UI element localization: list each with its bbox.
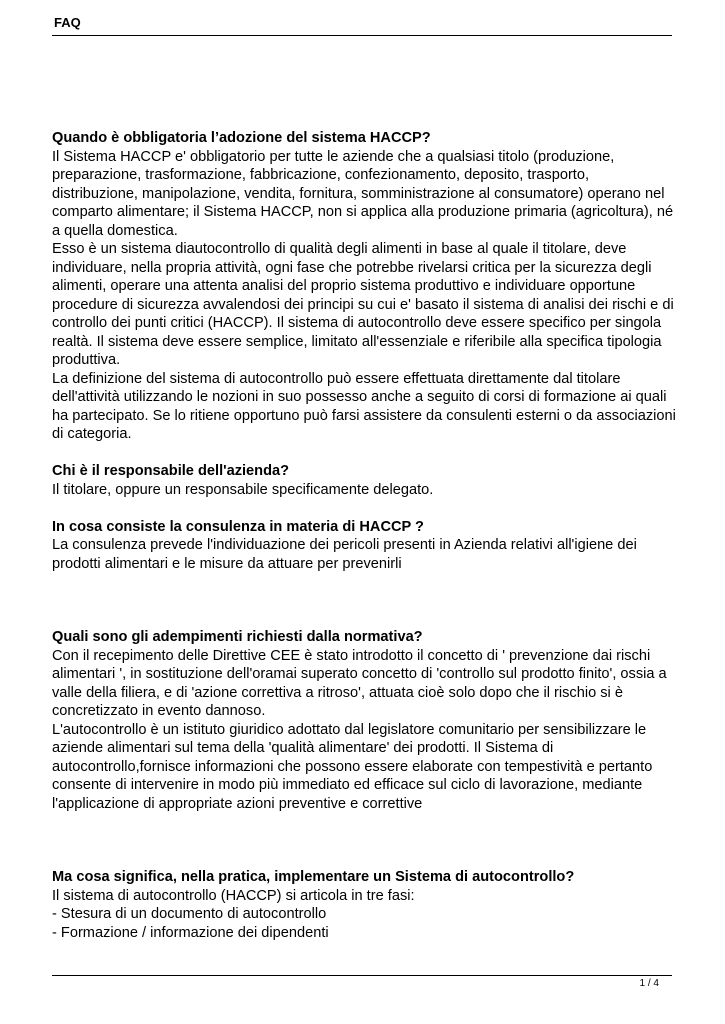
spacer <box>52 573 677 628</box>
spacer <box>52 499 677 518</box>
spacer <box>52 813 677 868</box>
faq-content <box>52 129 677 942</box>
faq-item-consulting <box>52 518 677 574</box>
faq-item-responsible <box>52 462 677 499</box>
faq-question: Quando è obbligatoria l’adozione del sistema HACCP? <box>52 130 431 146</box>
faq-answer-paragraph: Il sistema di autocontrollo (HACCP) si articola in tre fasi: <box>52 887 415 904</box>
faq-answer-paragraph: Esso è un sistema diautocontrollo di qualità degli alimenti in base al quale il titolare, deve individuare, nella propria attività, ogni fase che potrebbe rivelarsi critica per la sicurezza degli alimenti, operare una attenta analisi del proprio sistema produttivo e individuare opportune procedure di sicurezza avvalendosi dei principi su cui e' basato il sistema di analisi dei rischi e di controllo dei punti critici (HACCP). Il sistema di autocontrollo deve essere specifico per singola realtà. Il sistema deve essere semplice, limitato all'essenziale e riferibile alla specifica tipologia produttiva. <box>52 241 674 368</box>
faq-answer-paragraph: Con il recepimento delle Direttive CEE è stato introdotto il concetto di ' prevenzione dai rischi alimentari ', in sostituzione dell'oramai superato concetto di 'controllo sul prodotto finito', ossia a valle della filiera, e di 'azione correttiva a ritroso', attuata cioè solo dopo che il rischio si è concretizzato in evento dannoso. <box>52 647 667 719</box>
faq-item-implementation <box>52 868 677 942</box>
page-header <box>52 15 672 36</box>
footer-rule <box>52 975 672 976</box>
faq-answer-paragraph: L'autocontrollo è un istituto giuridico adottato dal legislatore comunitario per sensibilizzare le aziende alimentari sul tema della 'qualità alimentare' dei prodotti. Il Sistema di autocontrollo,fornisce informazioni che possono essere elaborate con tempestività e pertanto consente di intervenire in modo più immediato ed efficace sul ciclo di lavorazione, mediante l'applicazione di appropriate azioni preventive e correttive <box>52 721 653 812</box>
page-number: 1 / 4 <box>639 978 659 989</box>
spacer <box>52 444 677 463</box>
faq-item-haccp-obligation <box>52 129 677 444</box>
faq-question: In cosa consiste la consulenza in materia di HACCP ? <box>52 518 424 535</box>
faq-answer-paragraph: La consulenza prevede l'individuazione dei pericoli presenti in Azienda relativi all'igiene dei prodotti alimentari e le misure da attuare per prevenirli <box>52 537 637 572</box>
faq-answer-paragraph: La definizione del sistema di autocontrollo può essere effettuata direttamente dal titolare dell'attività utilizzando le nozioni in suo possesso anche a seguito di corsi di formazione ai quali ha partecipato. Se lo ritiene opportuno può farsi assistere da consulenti esterni o da associazioni di categoria. <box>52 370 676 442</box>
faq-answer-list-item: - Formazione / informazione dei dipendenti <box>52 924 329 941</box>
faq-question: Ma cosa significa, nella pratica, implementare un Sistema di autocontrollo? <box>52 869 575 885</box>
faq-question: Quali sono gli adempimenti richiesti dalla normativa? <box>52 629 423 645</box>
header-title: FAQ <box>54 15 81 30</box>
faq-item-requirements <box>52 628 677 813</box>
faq-question: Chi è il responsabile dell'azienda? <box>52 463 290 479</box>
faq-answer-list-item: - Stesura di un documento di autocontrollo <box>52 906 327 922</box>
faq-answer-paragraph: Il titolare, oppure un responsabile specificamente delegato. <box>52 481 434 498</box>
faq-answer-paragraph: Il Sistema HACCP e' obbligatorio per tutte le aziende che a qualsiasi titolo (produzione, preparazione, trasformazione, fabbricazione, confezionamento, deposito, trasporto, distribuzione, manipolazione, vendita, fornitura, somministrazione al consumatore) operano nel comparto alimentare; il Sistema HACCP, non si applica alla produzione primaria (agricoltura), né a quella domestica. <box>52 148 674 239</box>
